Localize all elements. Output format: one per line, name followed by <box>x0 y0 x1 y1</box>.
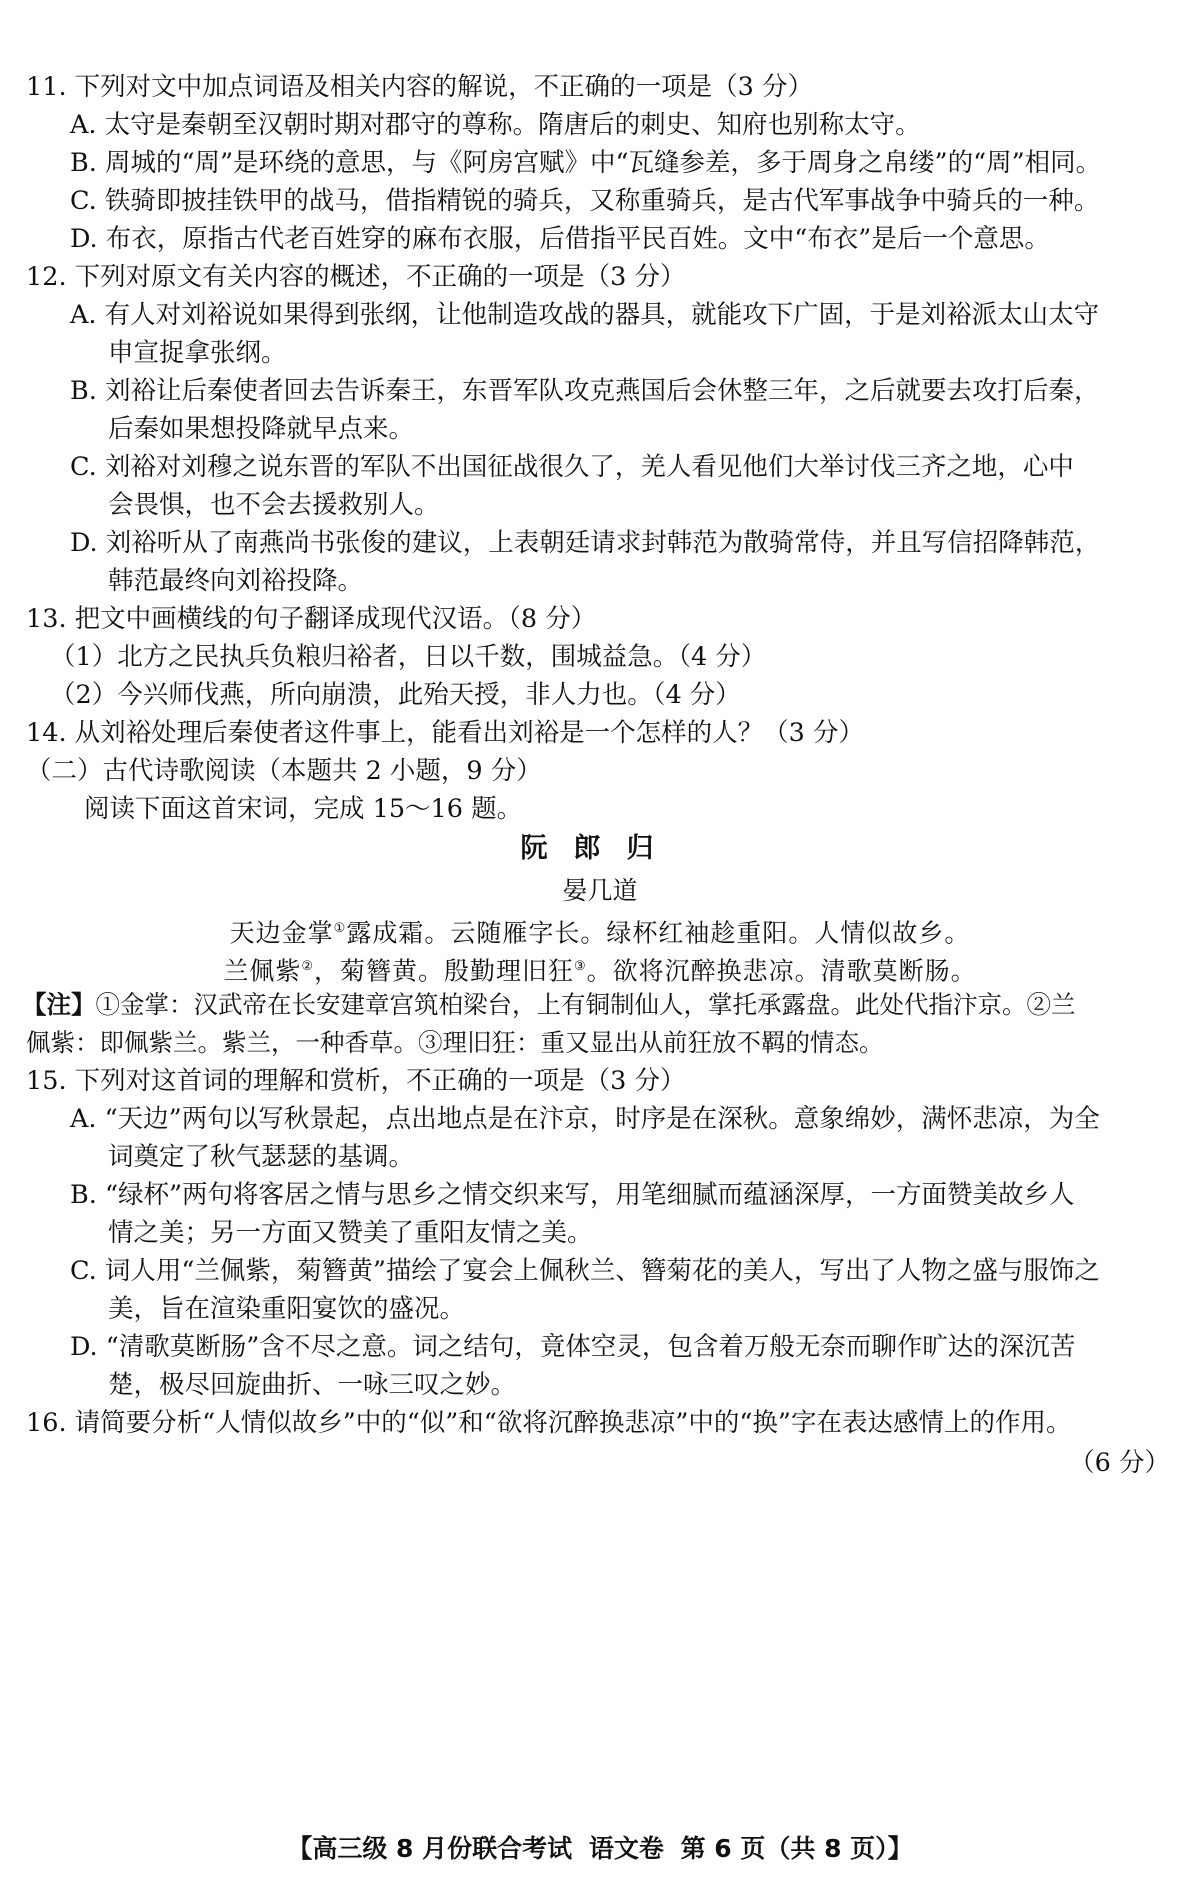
q11-option-a: A. 太守是秦朝至汉朝时期对郡守的尊称。隋唐后的刺史、知府也别称太守。 <box>70 110 921 140</box>
q15-option-d: D. “清歌莫断肠”含不尽之意。词之结句，竟体空灵，包含着万般无奈而聊作旷达的深沉苦 <box>70 1332 1076 1362</box>
q12-option-c: C. 刘裕对刘穆之说东晋的军队不出国征战很久了，羌人看见他们大举讨伐三齐之地，心中 <box>70 452 1074 482</box>
poem-title: 阮郎归 <box>520 833 680 864</box>
poem-author: 晏几道 <box>562 876 638 905</box>
q15-stem: 15. 下列对这首词的理解和赏析，不正确的一项是（3 分） <box>26 1066 686 1096</box>
q13-stem: 13. 把文中画横线的句子翻译成现代汉语。（8 分） <box>26 604 597 634</box>
poem-line-2c: 。欲将沉醉换悲凉。清歌莫断肠。 <box>586 956 977 986</box>
note-text-1: ①金掌：汉武帝在长安建章宫筑柏梁台，上有铜制仙人，掌托承露盘。此处代指汴京。②兰 <box>95 990 1076 1019</box>
footer-page-number: 第 6 页（共 8 页）】 <box>680 1834 913 1863</box>
q11-option-c: C. 铁骑即披挂铁甲的战马，借指精锐的骑兵，又称重骑兵，是古代军事战争中骑兵的一种。 <box>70 186 1100 216</box>
section-intro: 阅读下面这首宋词，完成 15～16 题。 <box>84 794 523 824</box>
q12-option-a: A. 有人对刘裕说如果得到张纲，让他制造攻战的器具，就能攻下广固，于是刘裕派太山太守 <box>70 300 1100 330</box>
q12-option-b: B. 刘裕让后秦使者回去告诉秦王，东晋军队攻克燕国后会休整三年，之后就要去攻打后秦， <box>70 376 1100 406</box>
q15-option-a: A. “天边”两句以写秋景起，点出地点是在汴京，时序是在深秋。意象绵妙，满怀悲凉，为全 <box>70 1104 1100 1134</box>
poem-line-1 <box>0 912 1200 950</box>
q11-stem: 11. 下列对文中加点词语及相关内容的解说，不正确的一项是（3 分） <box>26 72 813 102</box>
q12-option-c-cont: 会畏惧，也不会去援救别人。 <box>108 490 440 520</box>
footnote-ref-1: ① <box>333 921 347 936</box>
page-footer <box>0 1832 1200 1866</box>
q11-option-d: D. 布衣，原指古代老百姓穿的麻布衣服，后借指平民百姓。文中“布衣”是后一个意思。 <box>70 224 1050 254</box>
footer-subject: 语文卷 <box>588 1834 664 1863</box>
q15-option-c: C. 词人用“兰佩紫，菊簪黄”描绘了宴会上佩秋兰、簪菊花的美人，写出了人物之盛与服饰之 <box>70 1256 1100 1286</box>
q12-option-d-cont: 韩范最终向刘裕投降。 <box>108 566 364 596</box>
q16-stem: 16. 请简要分析“人情似故乡”中的“似”和“欲将沉醉换悲凉”中的“换”字在表达感情上的作用。 <box>26 1408 1072 1438</box>
q13-sentence-2: （2）今兴师伐燕，所向崩溃，此殆天授，非人力也。（4 分） <box>50 680 741 710</box>
q16-score: （6 分） <box>1069 1448 1170 1478</box>
q12-option-b-cont: 后秦如果想投降就早点来。 <box>108 414 415 444</box>
footnote-ref-2: ② <box>301 959 314 974</box>
q15-option-b-cont: 情之美；另一方面又赞美了重阳友情之美。 <box>108 1218 593 1248</box>
q14-stem: 14. 从刘裕处理后秦使者这件事上，能看出刘裕是一个怎样的人？（3 分） <box>26 718 864 748</box>
footer-exam: 【高三级 8 月份联合考试 <box>287 1834 573 1863</box>
q13-sentence-1: （1）北方之民执兵负粮归裕者，日以千数，围城益急。（4 分） <box>50 642 767 672</box>
q12-option-d: D. 刘裕听从了南燕尚书张俊的建议，上表朝廷请求封韩范为散骑常侍，并且写信招降韩范， <box>70 528 1101 558</box>
note-line-2: 佩紫：即佩紫兰。紫兰，一种香草。③理旧狂：重又显出从前狂放不羁的情态。 <box>26 1028 884 1057</box>
footnote-ref-3: ③ <box>574 959 587 974</box>
q15-option-b: B. “绿杯”两句将客居之情与思乡之情交织来写，用笔细腻而蕴涵深厚，一方面赞美故乡人 <box>70 1180 1075 1210</box>
q15-option-a-cont: 词奠定了秋气瑟瑟的基调。 <box>108 1142 415 1172</box>
poem-line-2b: ，菊簪黄。殷勤理旧狂 <box>313 956 574 986</box>
poem-line-1b: 露成霜。云随雁字长。绿杯红袖趁重阳。人情似故乡。 <box>346 918 971 948</box>
poem-line-2 <box>0 950 1200 988</box>
q12-stem: 12. 下列对原文有关内容的概述，不正确的一项是（3 分） <box>26 262 686 292</box>
q12-option-a-cont: 申宣捉拿张纲。 <box>108 338 287 368</box>
poem-line-2a: 兰佩紫 <box>223 956 302 986</box>
q15-option-d-cont: 楚，极尽回旋曲折、一咏三叹之妙。 <box>108 1370 517 1400</box>
q15-option-c-cont: 美，旨在渲染重阳宴饮的盛况。 <box>108 1294 466 1324</box>
note-tag: 【注】 <box>22 990 96 1019</box>
note-line-1 <box>22 988 1076 1022</box>
q11-option-b: B. 周城的“周”是环绕的意思，与《阿房宫赋》中“瓦缝参差，多于周身之帛缕”的“周”相同。 <box>70 148 1102 178</box>
section-heading: （二）古代诗歌阅读（本题共 2 小题，9 分） <box>26 756 542 786</box>
poem-line-1a: 天边金掌 <box>229 918 334 948</box>
